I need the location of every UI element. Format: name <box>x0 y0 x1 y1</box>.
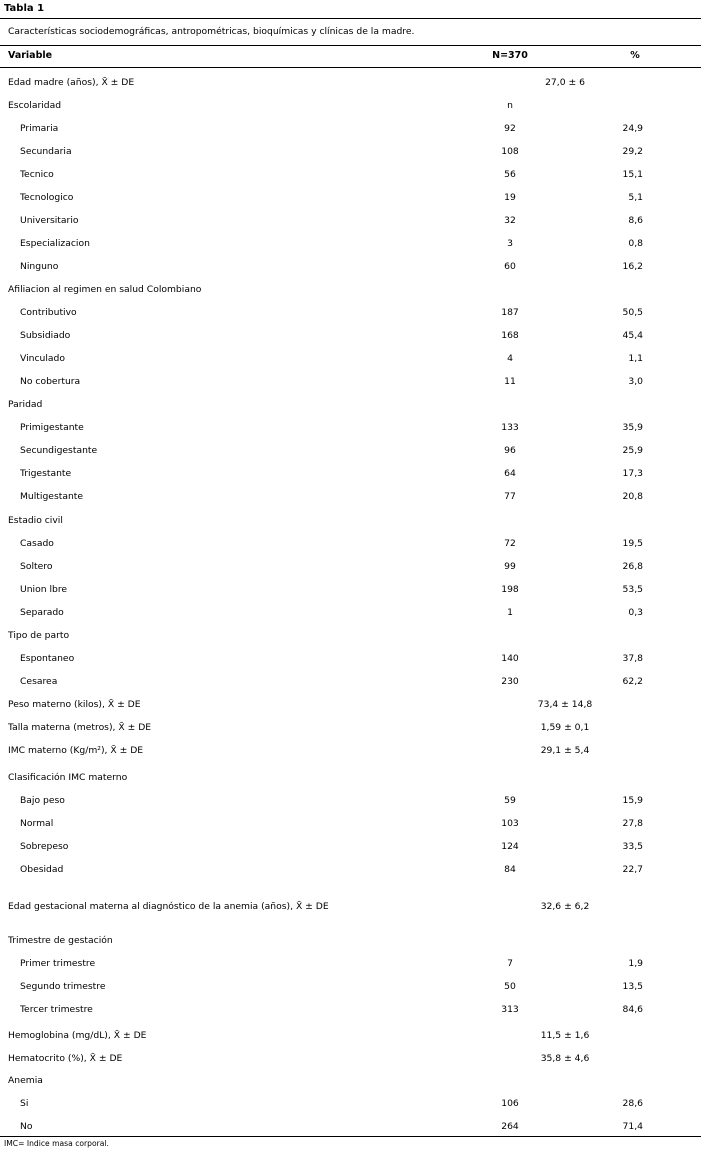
row-percent: 29,2 <box>622 146 643 157</box>
row-mean-sd: 73,4 ± 14,8 <box>537 699 593 710</box>
row-label: Vinculado <box>20 353 65 364</box>
table-row <box>0 306 701 322</box>
header-percent: % <box>630 50 640 61</box>
row-percent: 50,5 <box>622 307 643 318</box>
row-label: Tecnico <box>20 169 54 180</box>
row-percent: 24,9 <box>622 123 643 134</box>
row-label: Tercer trimestre <box>20 1004 93 1015</box>
row-count: 313 <box>501 1004 519 1015</box>
row-count: 99 <box>504 561 516 572</box>
row-percent: 37,8 <box>622 653 643 664</box>
row-percent: 53,5 <box>622 584 643 595</box>
table-row <box>0 467 701 483</box>
table-row <box>0 421 701 437</box>
row-mean-sd: 35,8 ± 4,6 <box>540 1053 590 1064</box>
row-count: 32 <box>504 215 516 226</box>
row-label: Cesarea <box>20 676 58 687</box>
row-percent: 27,8 <box>622 818 643 829</box>
table-row <box>0 1074 701 1090</box>
row-label: Peso materno (kilos), X̄ ± DE <box>8 699 141 710</box>
header-top-rule <box>0 45 701 46</box>
row-label: Trimestre de gestación <box>8 935 113 946</box>
table-row <box>0 214 701 230</box>
row-percent: 71,4 <box>622 1121 643 1132</box>
row-count: 198 <box>501 584 519 595</box>
row-count: 106 <box>501 1098 519 1109</box>
table-row <box>0 283 701 299</box>
table-row <box>0 840 701 856</box>
row-count: 56 <box>504 169 516 180</box>
table-row <box>0 490 701 506</box>
row-label: Union lbre <box>20 584 68 595</box>
row-count: 92 <box>504 123 516 134</box>
row-label: Hematocrito (%), X̄ ± DE <box>8 1053 123 1064</box>
row-count: 72 <box>504 538 516 549</box>
row-label: Tipo de parto <box>8 630 70 641</box>
title-rule <box>0 18 701 19</box>
table-row <box>0 980 701 996</box>
table-row <box>0 1097 701 1113</box>
row-label: Edad gestacional materna al diagnóstico de la anemia (años), X̄ ± DE <box>8 901 329 912</box>
row-label: Bajo peso <box>20 795 65 806</box>
row-mean-sd: 11,5 ± 1,6 <box>540 1030 590 1041</box>
table-title: Tabla 1 <box>4 3 45 14</box>
row-percent: 28,6 <box>622 1098 643 1109</box>
table-row <box>0 721 701 737</box>
table-row <box>0 99 701 115</box>
table-row <box>0 652 701 668</box>
row-count: 4 <box>507 353 513 364</box>
row-label: Trigestante <box>20 468 72 479</box>
table-row <box>0 675 701 691</box>
table-row <box>0 744 701 760</box>
row-count: 108 <box>501 146 519 157</box>
table-row <box>0 444 701 460</box>
row-count: 19 <box>504 192 516 203</box>
row-label: Especializacion <box>20 238 90 249</box>
row-label: Paridad <box>8 399 43 410</box>
row-label: Normal <box>20 818 54 829</box>
row-label: Edad madre (años), X̄ ± DE <box>8 77 135 88</box>
header-variable: Variable <box>8 50 53 61</box>
table-row <box>0 1029 701 1045</box>
row-label: Si <box>20 1098 29 1109</box>
row-count: 11 <box>504 376 516 387</box>
row-count: 187 <box>501 307 519 318</box>
row-label: Primaria <box>20 123 59 134</box>
row-count: 140 <box>501 653 519 664</box>
row-label: Multigestante <box>20 491 84 502</box>
row-label: Obesidad <box>20 864 64 875</box>
row-label: Tecnologico <box>20 192 74 203</box>
table-row <box>0 934 701 950</box>
row-percent: 8,6 <box>628 215 643 226</box>
row-count: 77 <box>504 491 516 502</box>
row-percent: 22,7 <box>622 864 643 875</box>
row-label: Afiliacion al regimen en salud Colombiano <box>8 284 202 295</box>
row-percent: 16,2 <box>622 261 643 272</box>
row-count: 124 <box>501 841 519 852</box>
row-mean-sd: 32,6 ± 6,2 <box>540 901 590 912</box>
table-caption: Características sociodemográficas, antropométricas, bioquímicas y clínicas de la madre. <box>8 26 415 37</box>
row-count: 96 <box>504 445 516 456</box>
table-row <box>0 771 701 787</box>
table-row <box>0 145 701 161</box>
table-row <box>0 794 701 810</box>
row-label: Secundaria <box>20 146 72 157</box>
row-percent: 20,8 <box>622 491 643 502</box>
row-label: Separado <box>20 607 64 618</box>
table-row <box>0 606 701 622</box>
row-percent: 15,1 <box>622 169 643 180</box>
table-row <box>0 352 701 368</box>
table-row <box>0 76 701 92</box>
row-mean-sd: 1,59 ± 0,1 <box>540 722 590 733</box>
table-row <box>0 863 701 879</box>
table-row <box>0 957 701 973</box>
row-label: No <box>20 1121 33 1132</box>
row-label: Subsidiado <box>20 330 71 341</box>
row-label: Hemoglobina (mg/dL), X̄ ± DE <box>8 1030 147 1041</box>
row-label: Escolaridad <box>8 100 62 111</box>
row-label: Clasificación IMC materno <box>8 772 128 783</box>
row-label: Talla materna (metros), X̄ ± DE <box>8 722 152 733</box>
row-mean-sd: 27,0 ± 6 <box>545 77 585 88</box>
table-row <box>0 237 701 253</box>
row-percent: 15,9 <box>622 795 643 806</box>
row-label: Anemia <box>8 1075 43 1086</box>
row-label: IMC materno (Kg/m²), X̄ ± DE <box>8 745 144 756</box>
table-row <box>0 1120 701 1136</box>
header-bottom-rule <box>0 67 701 68</box>
table-row <box>0 560 701 576</box>
table-row <box>0 260 701 276</box>
row-label: Espontaneo <box>20 653 75 664</box>
row-count: 7 <box>507 958 513 969</box>
row-label: Universitario <box>20 215 79 226</box>
row-percent: 25,9 <box>622 445 643 456</box>
row-count: 168 <box>501 330 519 341</box>
row-count: 84 <box>504 864 516 875</box>
row-label: Estadio civil <box>8 515 63 526</box>
row-label: Segundo trimestre <box>20 981 106 992</box>
row-count: 59 <box>504 795 516 806</box>
table-row <box>0 375 701 391</box>
table-row <box>0 1003 701 1019</box>
row-mean-sd: 29,1 ± 5,4 <box>540 745 590 756</box>
row-percent: 19,5 <box>622 538 643 549</box>
row-percent: 3,0 <box>628 376 643 387</box>
row-percent: 84,6 <box>622 1004 643 1015</box>
table-row <box>0 629 701 645</box>
row-count: 60 <box>504 261 516 272</box>
table-row <box>0 329 701 345</box>
row-label: Primigestante <box>20 422 84 433</box>
table-row <box>0 191 701 207</box>
row-count: 1 <box>507 607 513 618</box>
table-bottom-rule <box>0 1136 701 1137</box>
table-row <box>0 583 701 599</box>
row-count: 133 <box>501 422 519 433</box>
row-percent: 1,1 <box>628 353 643 364</box>
row-percent: 0,8 <box>628 238 643 249</box>
row-percent: 62,2 <box>622 676 643 687</box>
table-row <box>0 122 701 138</box>
row-label: No cobertura <box>20 376 81 387</box>
table-row <box>0 168 701 184</box>
table-row <box>0 1052 701 1068</box>
row-percent: 1,9 <box>628 958 643 969</box>
row-label: Secundigestante <box>20 445 98 456</box>
row-label: Casado <box>20 538 54 549</box>
row-label: Contributivo <box>20 307 77 318</box>
table-row <box>0 817 701 833</box>
row-count: 50 <box>504 981 516 992</box>
table-footnote: IMC= Indice masa corporal. <box>4 1139 109 1148</box>
row-label: Sobrepeso <box>20 841 69 852</box>
table-row <box>0 537 701 553</box>
row-count: n <box>507 100 513 111</box>
header-n: N=370 <box>492 50 528 61</box>
table-row <box>0 698 701 714</box>
row-percent: 17,3 <box>622 468 643 479</box>
row-percent: 33,5 <box>622 841 643 852</box>
row-count: 230 <box>501 676 519 687</box>
row-count: 3 <box>507 238 513 249</box>
row-count: 64 <box>504 468 516 479</box>
row-percent: 35,9 <box>622 422 643 433</box>
row-count: 103 <box>501 818 519 829</box>
row-percent: 0,3 <box>628 607 643 618</box>
row-label: Ninguno <box>20 261 59 272</box>
row-count: 264 <box>501 1121 519 1132</box>
row-percent: 13,5 <box>622 981 643 992</box>
row-percent: 5,1 <box>628 192 643 203</box>
table-row <box>0 514 701 530</box>
table-row <box>0 900 701 916</box>
row-label: Primer trimestre <box>20 958 96 969</box>
row-percent: 45,4 <box>622 330 643 341</box>
table-row <box>0 398 701 414</box>
row-label: Soltero <box>20 561 53 572</box>
row-percent: 26,8 <box>622 561 643 572</box>
